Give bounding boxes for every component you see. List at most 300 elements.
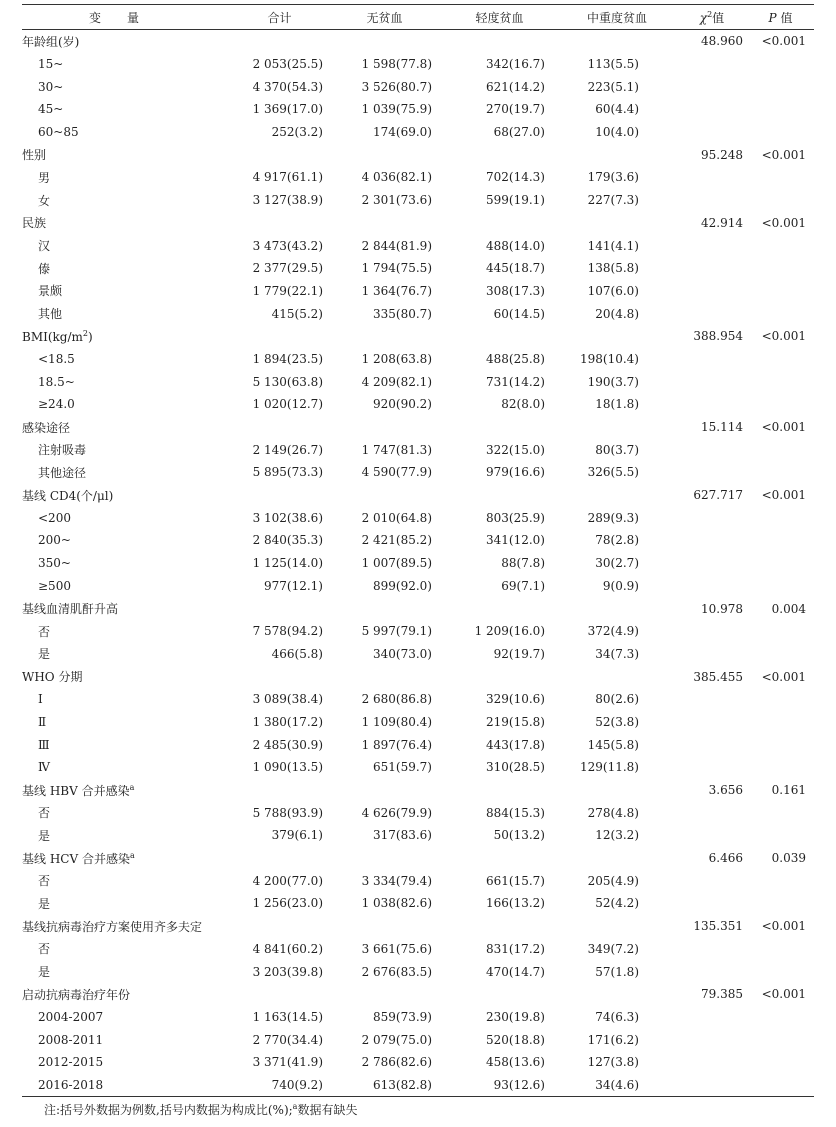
empty-cell xyxy=(442,143,557,166)
no-anemia-cell: 2 301(73.6) xyxy=(361,193,432,208)
row-label: ≥24.0 xyxy=(38,397,75,412)
row-label: ≥500 xyxy=(38,578,71,593)
moderate-severe-cell: 171(6.2) xyxy=(587,1032,639,1047)
empty-cell xyxy=(232,325,327,348)
empty-cell xyxy=(442,665,557,688)
empty-cell xyxy=(232,915,327,938)
empty-cell xyxy=(442,212,557,235)
empty-cell xyxy=(327,983,442,1006)
empty-cell xyxy=(747,801,814,824)
total-cell: 415(5.2) xyxy=(271,306,323,321)
row-label: 注射吸毒 xyxy=(38,443,87,458)
mild-anemia-cell: 166(13.2) xyxy=(486,896,545,911)
no-anemia-cell: 651(59.7) xyxy=(373,760,432,775)
mild-anemia-cell: 230(19.8) xyxy=(486,1009,545,1024)
row-label: 2016-2018 xyxy=(22,1074,232,1097)
moderate-severe-cell: 74(6.3) xyxy=(595,1009,639,1024)
empty-cell xyxy=(677,75,747,98)
row-label: 是 xyxy=(38,647,51,662)
group-label: 基线 CD4(个/μl) xyxy=(22,488,114,503)
empty-cell xyxy=(677,620,747,643)
table-row xyxy=(22,643,814,666)
empty-cell xyxy=(747,1074,814,1097)
total-cell: 2 840(35.3) xyxy=(252,533,323,548)
empty-cell xyxy=(677,938,747,961)
p-value: <0.001 xyxy=(761,420,806,435)
moderate-severe-cell: 52(3.8) xyxy=(595,714,639,729)
moderate-severe-cell: 138(5.8) xyxy=(587,261,639,276)
table-row xyxy=(22,461,814,484)
empty-cell xyxy=(442,597,557,620)
total-cell: 379(6.1) xyxy=(271,828,323,843)
empty-cell xyxy=(232,416,327,439)
empty-cell xyxy=(327,325,442,348)
empty-cell xyxy=(677,98,747,121)
total-cell: 1 125(14.0) xyxy=(252,556,323,571)
total-cell: 3 127(38.9) xyxy=(252,193,323,208)
header-p-value: P 值 xyxy=(747,5,814,30)
mild-anemia-cell: 884(15.3) xyxy=(486,805,545,820)
table-row xyxy=(22,438,814,461)
empty-cell xyxy=(677,643,747,666)
total-cell: 4 841(60.2) xyxy=(252,941,323,956)
row-label: 是 xyxy=(38,828,51,843)
row-label: 其他 xyxy=(38,307,63,322)
empty-cell xyxy=(677,370,747,393)
empty-cell xyxy=(747,98,814,121)
no-anemia-cell: 317(83.6) xyxy=(373,828,432,843)
chi2-value: 3.656 xyxy=(708,783,743,798)
p-value: <0.001 xyxy=(761,215,806,230)
table-row xyxy=(22,257,814,280)
empty-cell xyxy=(747,189,814,212)
table-row xyxy=(22,529,814,552)
row-label: 是 xyxy=(38,965,51,980)
empty-cell xyxy=(677,121,747,144)
empty-cell xyxy=(232,212,327,235)
total-cell: 5 895(73.3) xyxy=(252,465,323,480)
table-row xyxy=(22,801,814,824)
no-anemia-cell: 2 680(86.8) xyxy=(361,692,432,707)
moderate-severe-cell: 129(11.8) xyxy=(580,760,639,775)
row-label: <200 xyxy=(38,510,71,525)
empty-cell xyxy=(747,1028,814,1051)
total-cell: 1 256(23.0) xyxy=(252,896,323,911)
empty-cell xyxy=(747,302,814,325)
row-label: 15~ xyxy=(38,57,64,72)
table-row xyxy=(22,234,814,257)
empty-cell xyxy=(677,960,747,983)
no-anemia-cell: 899(92.0) xyxy=(373,578,432,593)
row-label: Ⅲ xyxy=(38,737,50,752)
no-anemia-cell: 1 794(75.5) xyxy=(361,261,432,276)
mild-anemia-cell: 88(7.8) xyxy=(501,556,545,571)
mild-anemia-cell: 470(14.7) xyxy=(486,964,545,979)
group-row xyxy=(22,484,814,507)
empty-cell xyxy=(557,143,677,166)
moderate-severe-cell: 60(4.4) xyxy=(595,102,639,117)
empty-cell xyxy=(677,280,747,303)
mild-anemia-cell: 702(14.3) xyxy=(486,170,545,185)
table-row xyxy=(22,1028,814,1051)
group-label: 基线 HBV 合并感染$^a$ xyxy=(22,782,135,798)
empty-cell xyxy=(747,756,814,779)
empty-cell xyxy=(557,212,677,235)
empty-cell xyxy=(557,30,677,53)
moderate-severe-cell: 179(3.6) xyxy=(587,170,639,185)
empty-cell xyxy=(677,756,747,779)
table-row xyxy=(22,506,814,529)
header-mild-anemia: 轻度贫血 xyxy=(442,5,557,30)
empty-cell xyxy=(442,779,557,802)
empty-cell xyxy=(557,665,677,688)
no-anemia-cell: 859(73.9) xyxy=(373,1009,432,1024)
empty-cell xyxy=(677,892,747,915)
total-cell: 977(12.1) xyxy=(264,578,323,593)
header-moderate-severe-anemia: 中重度贫血 xyxy=(557,5,677,30)
moderate-severe-cell: 12(3.2) xyxy=(595,828,639,843)
group-row xyxy=(22,597,814,620)
row-label: 30~ xyxy=(38,79,64,94)
empty-cell xyxy=(557,983,677,1006)
table-row xyxy=(22,121,814,144)
table-row xyxy=(22,938,814,961)
empty-cell xyxy=(557,847,677,870)
table-row xyxy=(22,53,814,76)
empty-cell xyxy=(677,801,747,824)
row-label: 2008-2011 xyxy=(38,1032,104,1047)
total-cell: 3 203(39.8) xyxy=(252,964,323,979)
row-label: 傣 xyxy=(38,261,51,276)
empty-cell xyxy=(747,438,814,461)
header-no-anemia: 无贫血 xyxy=(327,5,442,30)
table-row xyxy=(22,960,814,983)
total-cell: 1 020(12.7) xyxy=(252,397,323,412)
total-cell: 466(5.8) xyxy=(271,646,323,661)
row-label: Ⅱ xyxy=(38,714,47,729)
empty-cell xyxy=(442,484,557,507)
moderate-severe-cell: 10(4.0) xyxy=(595,125,639,140)
row-label: 18.5~ xyxy=(38,374,75,389)
row-label: 女 xyxy=(38,193,51,208)
no-anemia-cell: 1 109(80.4) xyxy=(361,714,432,729)
empty-cell xyxy=(557,915,677,938)
empty-cell xyxy=(747,620,814,643)
mild-anemia-cell: 1 209(16.0) xyxy=(474,624,545,639)
mild-anemia-cell: 488(14.0) xyxy=(486,238,545,253)
anemia-table xyxy=(22,4,814,1097)
empty-cell xyxy=(232,484,327,507)
row-label: 汉 xyxy=(38,239,51,254)
empty-cell xyxy=(677,733,747,756)
group-row xyxy=(22,665,814,688)
group-label: 民族 xyxy=(22,216,47,231)
group-label: 启动抗病毒治疗年份 xyxy=(22,987,131,1002)
moderate-severe-cell: 227(7.3) xyxy=(587,193,639,208)
empty-cell xyxy=(557,416,677,439)
moderate-severe-cell: 113(5.5) xyxy=(587,57,639,72)
empty-cell xyxy=(747,234,814,257)
no-anemia-cell: 1 007(89.5) xyxy=(361,556,432,571)
empty-cell xyxy=(677,824,747,847)
total-cell: 252(3.2) xyxy=(271,125,323,140)
empty-cell xyxy=(677,1074,747,1097)
empty-cell xyxy=(677,461,747,484)
group-label: $BMI(kg/m^2)$ xyxy=(22,328,93,344)
p-value: <0.001 xyxy=(761,669,806,684)
total-cell: 1 894(23.5) xyxy=(252,351,323,366)
table-row xyxy=(22,869,814,892)
empty-cell xyxy=(747,1006,814,1029)
mild-anemia-cell: 92(19.7) xyxy=(493,646,545,661)
row-label: <18.5 xyxy=(38,351,75,366)
group-label: WHO 分期 xyxy=(22,670,83,685)
total-cell: 1 090(13.5) xyxy=(252,760,323,775)
no-anemia-cell: 2 844(81.9) xyxy=(361,238,432,253)
mild-anemia-cell: 329(10.6) xyxy=(486,692,545,707)
empty-cell xyxy=(747,960,814,983)
empty-cell xyxy=(232,597,327,620)
empty-cell xyxy=(442,30,557,53)
empty-cell xyxy=(677,1051,747,1074)
total-cell: 4 917(61.1) xyxy=(252,170,323,185)
no-anemia-cell: 1 897(76.4) xyxy=(361,737,432,752)
empty-cell xyxy=(677,166,747,189)
table-row xyxy=(22,280,814,303)
row-label: 男 xyxy=(38,170,51,185)
table-row xyxy=(22,892,814,915)
no-anemia-cell: 1 208(63.8) xyxy=(361,351,432,366)
empty-cell xyxy=(327,915,442,938)
table-row xyxy=(22,98,814,121)
mild-anemia-cell: 308(17.3) xyxy=(486,283,545,298)
total-cell: 5 788(93.9) xyxy=(252,805,323,820)
empty-cell xyxy=(327,597,442,620)
p-value: <0.001 xyxy=(761,919,806,934)
moderate-severe-cell: 198(10.4) xyxy=(580,351,639,366)
empty-cell xyxy=(747,869,814,892)
empty-cell xyxy=(232,30,327,53)
no-anemia-cell: 4 590(77.9) xyxy=(361,465,432,480)
empty-cell xyxy=(557,484,677,507)
empty-cell xyxy=(747,711,814,734)
no-anemia-cell: 2 421(85.2) xyxy=(361,533,432,548)
total-cell: 3 371(41.9) xyxy=(252,1055,323,1070)
row-label: 其他途径 xyxy=(38,465,87,480)
no-anemia-cell: 3 526(80.7) xyxy=(361,79,432,94)
empty-cell xyxy=(677,393,747,416)
empty-cell xyxy=(677,711,747,734)
empty-cell xyxy=(327,143,442,166)
total-cell: 4 200(77.0) xyxy=(252,873,323,888)
empty-cell xyxy=(747,733,814,756)
total-cell: 4 370(54.3) xyxy=(252,79,323,94)
empty-cell xyxy=(677,348,747,371)
group-label: 基线血清肌酐升高 xyxy=(22,602,119,617)
mild-anemia-cell: 621(14.2) xyxy=(486,79,545,94)
empty-cell xyxy=(677,506,747,529)
empty-cell xyxy=(677,869,747,892)
moderate-severe-cell: 52(4.2) xyxy=(595,896,639,911)
no-anemia-cell: 5 997(79.1) xyxy=(361,624,432,639)
empty-cell xyxy=(677,302,747,325)
group-row xyxy=(22,915,814,938)
empty-cell xyxy=(747,575,814,598)
empty-cell xyxy=(557,779,677,802)
chi2-value: 388.954 xyxy=(693,329,743,344)
row-label: 2012-2015 xyxy=(38,1055,104,1070)
empty-cell xyxy=(747,257,814,280)
empty-cell xyxy=(327,212,442,235)
chi2-value: 385.455 xyxy=(693,669,743,684)
no-anemia-cell: 4 626(79.9) xyxy=(361,805,432,820)
table-row xyxy=(22,370,814,393)
no-anemia-cell: 2 010(64.8) xyxy=(361,510,432,525)
total-cell: 1 369(17.0) xyxy=(252,102,323,117)
mild-anemia-cell: 270(19.7) xyxy=(486,102,545,117)
no-anemia-cell: 1 039(75.9) xyxy=(361,102,432,117)
no-anemia-cell: 2 676(83.5) xyxy=(361,964,432,979)
total-cell: 1 163(14.5) xyxy=(252,1009,323,1024)
no-anemia-cell: 920(90.2) xyxy=(373,397,432,412)
no-anemia-cell: 335(80.7) xyxy=(373,306,432,321)
row-label: 2004-2007 xyxy=(38,1009,104,1024)
no-anemia-cell: 1 747(81.3) xyxy=(361,442,432,457)
chi2-value: 42.914 xyxy=(701,215,743,230)
header-chi2: $\chi^2$值 xyxy=(677,5,747,30)
row-label: 60~85 xyxy=(38,125,79,140)
empty-cell xyxy=(677,575,747,598)
mild-anemia-cell: 979(16.6) xyxy=(486,465,545,480)
row-label: 否 xyxy=(38,874,51,889)
table-row xyxy=(22,348,814,371)
moderate-severe-cell: 349(7.2) xyxy=(587,941,639,956)
row-label: 景颇 xyxy=(38,284,63,299)
empty-cell xyxy=(747,75,814,98)
mild-anemia-cell: 458(13.6) xyxy=(486,1055,545,1070)
table-header-row xyxy=(22,5,814,30)
moderate-severe-cell: 30(2.7) xyxy=(595,556,639,571)
table-row xyxy=(22,733,814,756)
empty-cell xyxy=(747,121,814,144)
empty-cell xyxy=(232,779,327,802)
mild-anemia-cell: 68(27.0) xyxy=(493,125,545,140)
group-row xyxy=(22,416,814,439)
moderate-severe-cell: 80(3.7) xyxy=(595,442,639,457)
empty-cell xyxy=(747,348,814,371)
empty-cell xyxy=(747,506,814,529)
mild-anemia-cell: 445(18.7) xyxy=(486,261,545,276)
no-anemia-cell: 2 786(82.6) xyxy=(361,1055,432,1070)
empty-cell xyxy=(747,892,814,915)
group-label: 基线抗病毒治疗方案使用齐多夫定 xyxy=(22,919,203,934)
row-label: 350~ xyxy=(38,556,71,571)
header-total: 合计 xyxy=(232,5,327,30)
mild-anemia-cell: 82(8.0) xyxy=(501,397,545,412)
empty-cell xyxy=(747,1051,814,1074)
mild-anemia-cell: 443(17.8) xyxy=(486,737,545,752)
empty-cell xyxy=(232,847,327,870)
chi2-value: 48.960 xyxy=(701,34,743,49)
mild-anemia-cell: 731(14.2) xyxy=(486,374,545,389)
moderate-severe-cell: 34(4.6) xyxy=(557,1074,677,1097)
moderate-severe-cell: 80(2.6) xyxy=(595,692,639,707)
mild-anemia-cell: 599(19.1) xyxy=(486,193,545,208)
moderate-severe-cell: 20(4.8) xyxy=(595,306,639,321)
no-anemia-cell: 1 038(82.6) xyxy=(361,896,432,911)
no-anemia-cell: 3 334(79.4) xyxy=(361,873,432,888)
empty-cell xyxy=(747,552,814,575)
empty-cell xyxy=(747,688,814,711)
row-label: 否 xyxy=(38,942,51,957)
moderate-severe-cell: 57(1.8) xyxy=(595,964,639,979)
table-row xyxy=(22,166,814,189)
empty-cell xyxy=(232,983,327,1006)
table-row xyxy=(22,393,814,416)
empty-cell xyxy=(557,597,677,620)
total-cell: 740(9.2) xyxy=(232,1074,327,1097)
empty-cell xyxy=(327,484,442,507)
mild-anemia-cell: 322(15.0) xyxy=(486,442,545,457)
total-cell: 2 770(34.4) xyxy=(252,1032,323,1047)
chi2-value: 15.114 xyxy=(701,420,743,435)
no-anemia-cell: 2 079(75.0) xyxy=(361,1032,432,1047)
empty-cell xyxy=(747,370,814,393)
group-row xyxy=(22,212,814,235)
moderate-severe-cell: 278(4.8) xyxy=(587,805,639,820)
p-value: <0.001 xyxy=(761,488,806,503)
mild-anemia-cell: 341(12.0) xyxy=(486,533,545,548)
p-value: <0.001 xyxy=(761,987,806,1002)
empty-cell xyxy=(747,393,814,416)
row-label: 否 xyxy=(38,806,51,821)
empty-cell xyxy=(677,1006,747,1029)
empty-cell xyxy=(232,665,327,688)
table-row xyxy=(22,1051,814,1074)
mild-anemia-cell: 69(7.1) xyxy=(501,578,545,593)
moderate-severe-cell: 141(4.1) xyxy=(587,238,639,253)
group-label: 性别 xyxy=(22,148,47,163)
empty-cell xyxy=(327,416,442,439)
empty-cell xyxy=(747,824,814,847)
mild-anemia-cell: 831(17.2) xyxy=(486,941,545,956)
table-row xyxy=(22,552,814,575)
empty-cell xyxy=(677,234,747,257)
table-row xyxy=(22,620,814,643)
group-row xyxy=(22,143,814,166)
empty-cell xyxy=(442,416,557,439)
group-row xyxy=(22,847,814,870)
table-row xyxy=(22,1074,814,1097)
mild-anemia-cell: 342(16.7) xyxy=(486,57,545,72)
empty-cell xyxy=(677,189,747,212)
mild-anemia-cell: 661(15.7) xyxy=(486,873,545,888)
mild-anemia-cell: 310(28.5) xyxy=(486,760,545,775)
table-row xyxy=(22,711,814,734)
empty-cell xyxy=(747,280,814,303)
empty-cell xyxy=(327,779,442,802)
group-row xyxy=(22,30,814,53)
table-row xyxy=(22,688,814,711)
moderate-severe-cell: 223(5.1) xyxy=(587,79,639,94)
empty-cell xyxy=(327,847,442,870)
chi2-value: 95.248 xyxy=(701,147,743,162)
row-label: Ⅳ xyxy=(38,760,50,775)
group-label: 基线 HCV 合并感染$^a$ xyxy=(22,850,135,866)
moderate-severe-cell: 34(7.3) xyxy=(595,646,639,661)
table-row xyxy=(22,756,814,779)
moderate-severe-cell: 372(4.9) xyxy=(587,624,639,639)
